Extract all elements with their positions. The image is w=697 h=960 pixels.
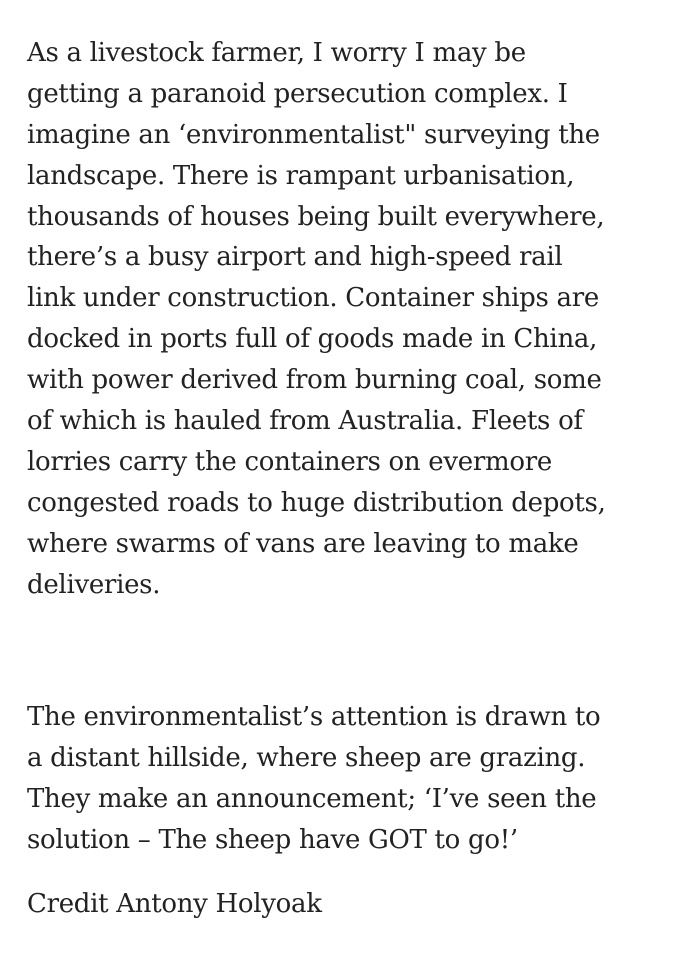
text-line: imagine an ‘environmentalist" surveying the [27,119,600,150]
text-line: congested roads to huge distribution depots, [27,487,606,518]
text-line: link under construction. Container ships are [27,283,599,314]
paragraph-farmer-worry [27,33,687,605]
text-line: solution – The sheep have GOT to go!’ [27,824,518,855]
text-line: docked in ports full of goods made in China, [27,324,598,355]
text-line: They make an announcement; ‘I’ve seen the [27,783,597,814]
text-line: As a livestock farmer, I worry I may be [27,38,526,68]
text-line: getting a paranoid persecution complex. I [27,78,568,109]
paragraph-environmentalist-sheep [27,697,687,861]
text-line: where swarms of vans are leaving to make [27,528,579,559]
text-line: of which is hauled from Australia. Fleets of [27,406,583,437]
text-line: thousands of houses being built everywhere, [27,201,605,232]
text-line: a distant hillside, where sheep are grazing. [27,742,586,773]
credit-line: Credit Antony Holyoak [27,889,322,919]
text-line: The environmentalist’s attention is drawn to [27,702,601,732]
text-line: lorries carry the containers on evermore [27,446,552,477]
text-line: landscape. There is rampant urbanisation, [27,160,575,191]
text-line: with power derived from burning coal, some [27,365,602,396]
text-line: deliveries. [27,569,161,600]
text-line: there’s a busy airport and high-speed rail [27,242,563,273]
